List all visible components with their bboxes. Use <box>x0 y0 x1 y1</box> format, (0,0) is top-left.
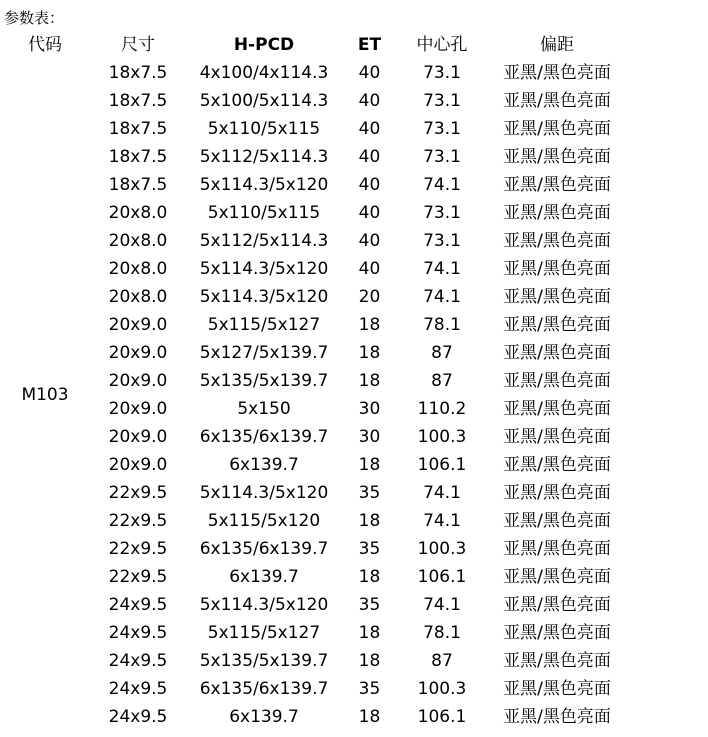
cell-et: 35 <box>358 679 381 699</box>
cell-center-bore: 87 <box>431 651 453 671</box>
table-row <box>0 451 627 479</box>
cell-color: 亚黑/黑色亮面 <box>503 147 611 167</box>
cell-et: 35 <box>358 595 381 615</box>
cell-et: 18 <box>358 343 381 363</box>
header-row <box>0 31 627 59</box>
cell-center-bore: 100.3 <box>417 427 467 447</box>
cell-et: 40 <box>358 231 381 251</box>
cell-color: 亚黑/黑色亮面 <box>503 707 611 727</box>
cell-color: 亚黑/黑色亮面 <box>503 679 611 699</box>
cell-pcd: 5x135/5x139.7 <box>199 371 329 391</box>
header-center-bore: 中心孔 <box>416 35 468 55</box>
cell-center-bore: 110.2 <box>417 399 467 419</box>
cell-pcd: 5x115/5x127 <box>207 623 321 643</box>
cell-pcd: 5x110/5x115 <box>207 203 321 223</box>
table-row <box>0 339 627 367</box>
cell-et: 35 <box>358 539 381 559</box>
header-offset: 偏距 <box>540 35 574 55</box>
cell-center-bore: 73.1 <box>423 91 461 111</box>
cell-center-bore: 100.3 <box>417 679 467 699</box>
cell-pcd: 5x127/5x139.7 <box>199 343 329 363</box>
cell-center-bore: 87 <box>431 343 453 363</box>
cell-size: 22x9.5 <box>108 511 168 531</box>
cell-et: 40 <box>358 175 381 195</box>
cell-center-bore: 78.1 <box>423 623 461 643</box>
table-row <box>0 255 627 283</box>
cell-et: 18 <box>358 315 381 335</box>
cell-color: 亚黑/黑色亮面 <box>503 623 611 643</box>
cell-size: 24x9.5 <box>108 707 168 727</box>
cell-size: 18x7.5 <box>108 147 168 167</box>
table-body <box>0 59 627 731</box>
table-row <box>0 647 627 675</box>
cell-color: 亚黑/黑色亮面 <box>503 343 611 363</box>
cell-size: 20x9.0 <box>108 371 168 391</box>
header-et: ET <box>357 35 382 55</box>
cell-pcd: 5x114.3/5x120 <box>199 259 329 279</box>
cell-center-bore: 74.1 <box>423 511 461 531</box>
cell-center-bore: 73.1 <box>423 203 461 223</box>
cell-size: 20x9.0 <box>108 315 168 335</box>
cell-center-bore: 73.1 <box>423 147 461 167</box>
cell-size: 20x8.0 <box>108 203 168 223</box>
cell-et: 35 <box>358 483 381 503</box>
cell-pcd: 6x139.7 <box>229 707 299 727</box>
cell-center-bore: 74.1 <box>423 595 461 615</box>
table-row <box>0 423 627 451</box>
cell-pcd: 4x100/4x114.3 <box>199 63 329 83</box>
cell-center-bore: 74.1 <box>423 483 461 503</box>
cell-et: 18 <box>358 651 381 671</box>
table-row <box>0 199 627 227</box>
cell-pcd: 5x114.3/5x120 <box>199 483 329 503</box>
cell-pcd: 6x135/6x139.7 <box>199 427 329 447</box>
cell-color: 亚黑/黑色亮面 <box>503 595 611 615</box>
cell-color: 亚黑/黑色亮面 <box>503 567 611 587</box>
table-row <box>0 87 627 115</box>
cell-size: 22x9.5 <box>108 567 168 587</box>
cell-size: 24x9.5 <box>108 651 168 671</box>
cell-et: 18 <box>358 371 381 391</box>
cell-color: 亚黑/黑色亮面 <box>503 91 611 111</box>
cell-et: 40 <box>358 91 381 111</box>
table-row <box>0 675 627 703</box>
cell-color: 亚黑/黑色亮面 <box>503 203 611 223</box>
cell-pcd: 5x115/5x120 <box>207 511 321 531</box>
header-pcd: H-PCD <box>233 35 295 55</box>
cell-size: 24x9.5 <box>108 679 168 699</box>
cell-pcd: 5x112/5x114.3 <box>199 147 329 167</box>
cell-et: 18 <box>358 511 381 531</box>
cell-et: 18 <box>358 707 381 727</box>
cell-et: 40 <box>358 147 381 167</box>
cell-color: 亚黑/黑色亮面 <box>503 287 611 307</box>
cell-color: 亚黑/黑色亮面 <box>503 651 611 671</box>
cell-et: 40 <box>358 63 381 83</box>
cell-size: 20x8.0 <box>108 231 168 251</box>
table-row <box>0 507 627 535</box>
table-row <box>0 563 627 591</box>
cell-size: 18x7.5 <box>108 175 168 195</box>
cell-size: 18x7.5 <box>108 63 168 83</box>
cell-center-bore: 78.1 <box>423 315 461 335</box>
cell-center-bore: 87 <box>431 371 453 391</box>
cell-color: 亚黑/黑色亮面 <box>503 119 611 139</box>
cell-et: 20 <box>358 287 381 307</box>
cell-et: 40 <box>358 203 381 223</box>
cell-center-bore: 73.1 <box>423 119 461 139</box>
cell-pcd: 5x115/5x127 <box>207 315 321 335</box>
cell-et: 18 <box>358 623 381 643</box>
table-row <box>0 619 627 647</box>
table-row <box>0 479 627 507</box>
cell-center-bore: 73.1 <box>423 63 461 83</box>
cell-code: M103 <box>21 385 69 405</box>
cell-size: 18x7.5 <box>108 91 168 111</box>
page-title: 参数表： <box>4 9 65 27</box>
cell-color: 亚黑/黑色亮面 <box>503 371 611 391</box>
cell-size: 22x9.5 <box>108 483 168 503</box>
table-row <box>0 283 627 311</box>
cell-center-bore: 73.1 <box>423 231 461 251</box>
spec-table <box>0 31 627 731</box>
cell-size: 24x9.5 <box>108 623 168 643</box>
cell-center-bore: 106.1 <box>417 707 467 727</box>
table-row <box>0 171 627 199</box>
cell-center-bore: 74.1 <box>423 259 461 279</box>
table-row <box>0 535 627 563</box>
header-size: 尺寸 <box>121 35 155 55</box>
cell-center-bore: 106.1 <box>417 455 467 475</box>
cell-pcd: 5x110/5x115 <box>207 119 321 139</box>
cell-color: 亚黑/黑色亮面 <box>503 175 611 195</box>
header-code: 代码 <box>28 35 62 55</box>
cell-color: 亚黑/黑色亮面 <box>503 427 611 447</box>
cell-color: 亚黑/黑色亮面 <box>503 231 611 251</box>
cell-pcd: 5x112/5x114.3 <box>199 231 329 251</box>
cell-et: 30 <box>358 427 381 447</box>
cell-color: 亚黑/黑色亮面 <box>503 63 611 83</box>
cell-pcd: 6x139.7 <box>229 455 299 475</box>
cell-center-bore: 74.1 <box>423 175 461 195</box>
cell-size: 20x8.0 <box>108 259 168 279</box>
cell-size: 20x9.0 <box>108 427 168 447</box>
cell-size: 20x9.0 <box>108 399 168 419</box>
cell-color: 亚黑/黑色亮面 <box>503 259 611 279</box>
cell-pcd: 6x139.7 <box>229 567 299 587</box>
cell-et: 40 <box>358 119 381 139</box>
cell-size: 20x8.0 <box>108 287 168 307</box>
cell-color: 亚黑/黑色亮面 <box>503 539 611 559</box>
table-row <box>0 395 627 423</box>
cell-size: 18x7.5 <box>108 119 168 139</box>
table-row <box>0 59 627 87</box>
cell-pcd: 5x114.3/5x120 <box>199 595 329 615</box>
cell-color: 亚黑/黑色亮面 <box>503 511 611 531</box>
cell-pcd: 5x135/5x139.7 <box>199 651 329 671</box>
cell-pcd: 6x135/6x139.7 <box>199 679 329 699</box>
table-row <box>0 227 627 255</box>
table-row <box>0 591 627 619</box>
cell-color: 亚黑/黑色亮面 <box>503 399 611 419</box>
table-row <box>0 311 627 339</box>
cell-et: 30 <box>358 399 381 419</box>
cell-size: 24x9.5 <box>108 595 168 615</box>
cell-size: 20x9.0 <box>108 455 168 475</box>
cell-et: 40 <box>358 259 381 279</box>
cell-center-bore: 74.1 <box>423 287 461 307</box>
table-row <box>0 115 627 143</box>
cell-et: 18 <box>358 455 381 475</box>
cell-center-bore: 100.3 <box>417 539 467 559</box>
cell-pcd: 5x114.3/5x120 <box>199 175 329 195</box>
table-row <box>0 143 627 171</box>
table-row <box>0 703 627 731</box>
cell-pcd: 5x114.3/5x120 <box>199 287 329 307</box>
cell-pcd: 5x100/5x114.3 <box>199 91 329 111</box>
cell-color: 亚黑/黑色亮面 <box>503 483 611 503</box>
cell-pcd: 6x135/6x139.7 <box>199 539 329 559</box>
cell-pcd: 5x150 <box>237 399 291 419</box>
cell-color: 亚黑/黑色亮面 <box>503 455 611 475</box>
cell-center-bore: 106.1 <box>417 567 467 587</box>
cell-size: 22x9.5 <box>108 539 168 559</box>
cell-color: 亚黑/黑色亮面 <box>503 315 611 335</box>
cell-et: 18 <box>358 567 381 587</box>
cell-size: 20x9.0 <box>108 343 168 363</box>
table-row <box>0 367 627 395</box>
